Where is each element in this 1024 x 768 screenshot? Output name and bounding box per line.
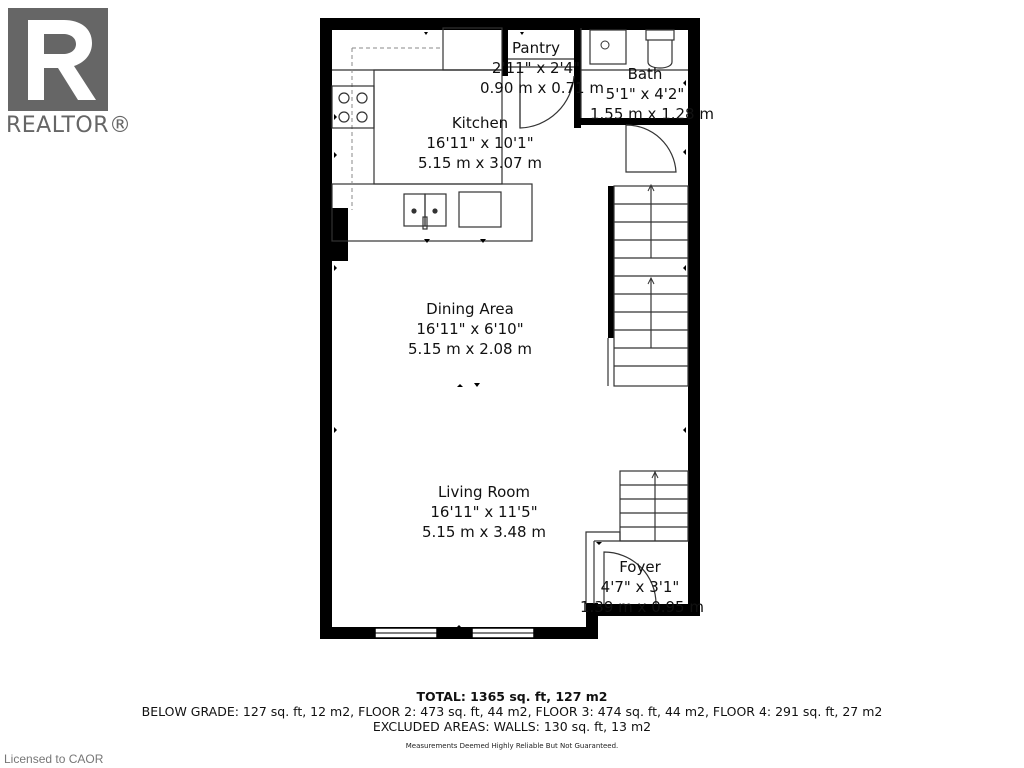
room-bath-metric: 1.55 m x 1.28 m: [590, 105, 714, 123]
room-bath: [590, 64, 714, 124]
room-living-metric: 5.15 m x 3.48 m: [422, 523, 546, 541]
room-living: [404, 482, 564, 542]
room-kitchen-name: Kitchen: [451, 114, 509, 132]
license-text: Licensed to CAOR: [4, 752, 104, 766]
room-living-imperial: 16'11" x 11'5": [430, 503, 538, 521]
totals-breakdown: BELOW GRADE: 127 sq. ft, 12 m2, FLOOR 2: 473 sq. ft, 44 m2, FLOOR 3: 474 sq. ft, 44 m2, FLOOR 4: 291 sq. ft, 27 m2: [141, 704, 883, 719]
toilet-icon: [646, 30, 674, 68]
room-bath-name: Bath: [627, 65, 663, 83]
room-dining-metric: 5.15 m x 2.08 m: [408, 340, 532, 358]
room-dining-name: Dining Area: [426, 300, 514, 318]
room-living-name: Living Room: [437, 483, 531, 501]
bath-door-swing: [626, 125, 676, 172]
disclaimer: Measurements Deemed Highly Reliable But Not Guaranteed.: [405, 742, 619, 750]
room-dining-imperial: 16'11" x 6'10": [416, 320, 524, 338]
stairs-lower: [620, 471, 688, 541]
room-foyer-metric: 1.39 m x 0.95 m: [580, 598, 704, 616]
room-foyer-name: Foyer: [619, 558, 661, 576]
room-pantry-name: Pantry: [512, 39, 560, 57]
room-foyer-imperial: 4'7" x 3'1": [600, 578, 680, 596]
room-foyer: [580, 557, 704, 617]
room-bath-imperial: 5'1" x 4'2": [605, 85, 685, 103]
totals-headline: [0, 689, 1024, 704]
realtor-wordmark: REALTOR®: [6, 113, 132, 138]
totals-headline-text: TOTAL: 1365 sq. ft, 127 m2: [416, 689, 608, 704]
stairs-upper: [614, 186, 688, 386]
room-pantry-metric: 0.90 m x 0.71 m: [480, 79, 604, 97]
room-pantry-imperial: 2'11" x 2'4": [491, 59, 581, 77]
room-pantry: [480, 38, 604, 98]
kitchen-sink-icon: [404, 194, 446, 229]
dishwasher-icon: [459, 192, 501, 227]
room-kitchen: [400, 113, 560, 173]
totals-excluded: EXCLUDED AREAS: WALLS: 130 sq. ft, 13 m2: [372, 719, 652, 734]
stove-icon: [332, 86, 374, 128]
room-dining: [390, 299, 550, 359]
room-kitchen-imperial: 16'11" x 10'1": [426, 134, 534, 152]
room-kitchen-metric: 5.15 m x 3.07 m: [418, 154, 542, 172]
